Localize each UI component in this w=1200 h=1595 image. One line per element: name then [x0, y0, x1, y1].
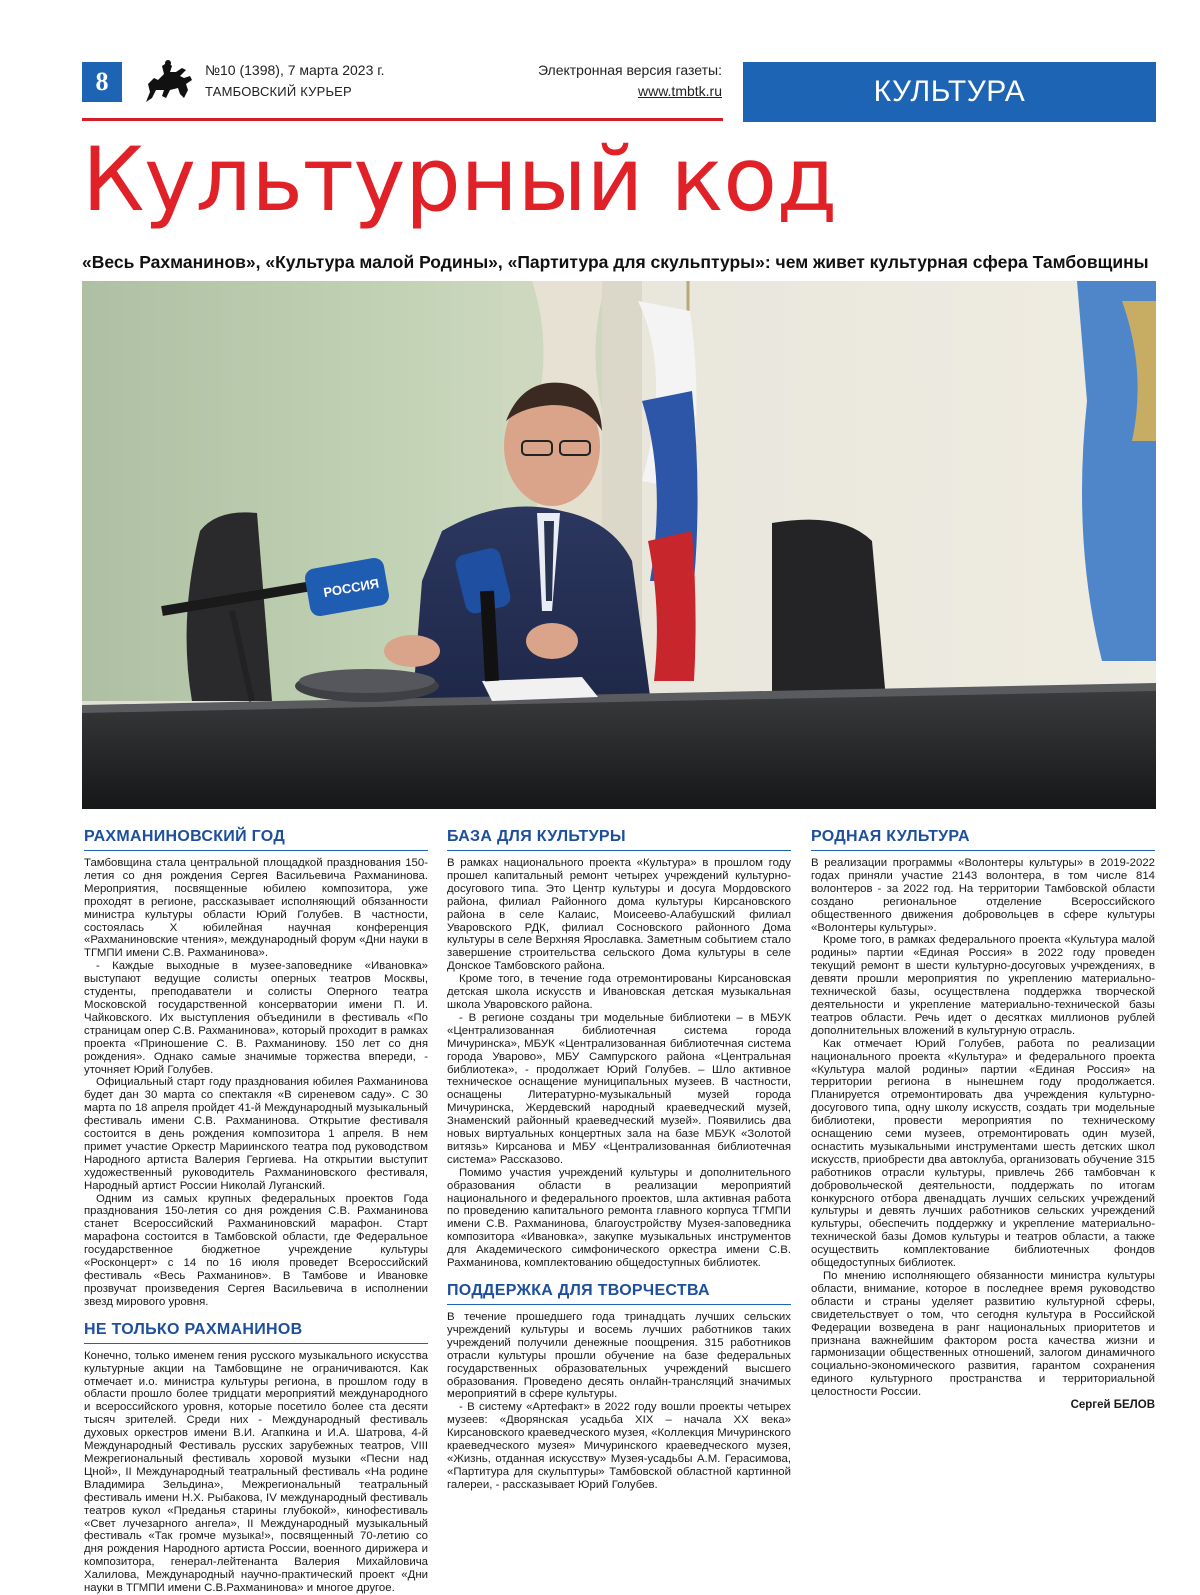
author-byline: Сергей БЕЛОВ — [1070, 1399, 1155, 1412]
article-photo — [82, 281, 1156, 809]
paragraph: В рамках национального проекта «Культура» в прошлом году прошел капитальный ремонт четырех учреждений культурно-досугового типа. Это Центр культуры и досуга Мордовского района, филиал Районного дома культуры Кирсановского района в селе Калаис, Моисеево-Алабушский филиал Уваровского РДК, филиал Сосновского районного Дома культуры в селе Верхняя Ярославка. Заметным событием стало завершение строительства сельского Дома культуры в селе Донское Тамбовского района. — [447, 857, 791, 973]
e-version-link[interactable]: www.tmbtk.ru — [637, 83, 722, 99]
section-heading-rakhmaninov-year: РАХМАНИНОВСКИЙ ГОД — [84, 826, 428, 851]
paragraph: Кроме того, в течение года отремонтированы Кирсановская детская школа искусств и Ивановская детская музыкальная школа Уваровского района. — [447, 973, 791, 1011]
paragraph: Как отмечает Юрий Голубев, работа по реализации национального проекта «Культура» и федерального проекта «Культура малой родины» партии «Единая Россия» на территории региона в нынешнем году продолжается. Планируется отремонтировать два учреждения культурно-досугового типа, одну школу искусств, создать три модельные библиотеки, провести мероприятия по техническому оснащению семи музеев, отремонтировать один музей, оснастить музыкальными инструментами шесть детских школ искусств, приобрести два автоклуба, организовать обучение 315 работников отрасли культуры, привлечь 266 тамбовчан к добровольческой деятельности, поддержать по итогам конкурсного отбора двенадцать лучших сельских учреждений культуры и девять лучших работников сельских учреждений культуры, обеспечить поддержку и укрепление материально-технической базы Домов культуры и театров области, а также осуществить комплектование библиотечных фондов общедоступных библиотек. — [811, 1037, 1155, 1270]
header-rule — [82, 118, 723, 121]
paragraph: - Каждые выходные в музее-заповеднике «Ивановка» выступают ведущие солисты оперных театров Москвы, студенты, преподаватели и солисты Оперного театра Московской государственной консерватории имени П. И. Чайковского. Их выступления объединили в фестиваль «По страницам опер С.В. Рахманинова», который проходит в рамках проекта «Приношение С. В. Рахманинову. 150 лет со дня рождения». Однако самые значимые торжества впереди, - уточняет Юрий Голубев. — [84, 960, 428, 1076]
column-2 — [447, 826, 791, 1492]
section-heading-native: РОДНАЯ КУЛЬТУРА — [811, 826, 1155, 851]
paragraph: Официальный старт году празднования юбилея Рахманинова будет дан 30 марта со спектакля «В сиреневом саду». С 30 марта по 18 апреля пройдет 41-й Международный музыкальный фестиваль имени С.В. Рахманинова. Открытие фестиваля состоится в день рождения композитора 1 апреля. В нем примет участие Оркестр Мариинского театра под руководством Народного артиста Валерия Гергиева. На открытии выступит художественный руководитель Рахманиновского фестиваля, Народный артист России Николай Луганский. — [84, 1076, 428, 1192]
column-3 — [811, 826, 1155, 1412]
mic-logo-text: РОССИЯ — [322, 575, 381, 601]
section-heading-support: ПОДДЕРЖКА ДЛЯ ТВОРЧЕСТВА — [447, 1280, 791, 1305]
section-heading-not-only: НЕ ТОЛЬКО РАХМАНИНОВ — [84, 1319, 428, 1344]
column-1 — [84, 826, 428, 1595]
paragraph: В реализации программы «Волонтеры культуры» в 2019-2022 годах приняли участие 2143 волонтера, в том числе 814 волонтеров - за 2022 год. На территории Тамбовской области создано региональное отделение Всероссийского общественного движения добровольцев в сфере культуры «Волонтеры культуры». — [811, 857, 1155, 934]
paragraph: В течение прошедшего года тринадцать лучших сельских учреждений культуры и восемь лучших работников таких учреждений получили денежные поощрения. 315 работников отрасли культуры прошли обучение на базе федеральных государственных образовательных учреждений высшего образования. Проведено десять онлайн-трансляций значимых мероприятий в сфере культуры. — [447, 1311, 791, 1401]
paper-name: ТАМБОВСКИЙ КУРЬЕР — [205, 84, 352, 99]
paragraph: - В регионе созданы три модельные библиотеки – в МБУК «Централизованная библиотечная система города Мичуринска», МБУК «Централизованная библиотечная система города Уварово», МБУ Сампурского района «Центральная библиотека», - продолжает Юрий Голубев. – Шло активное техническое оснащение муниципальных музеев. В частности, оснащены Литературно-музыкальный музей города Мичуринска, Жердевский народный краеведческий музей, Знаменский районный краеведческий музей». Появились два новых виртуальных концертных зала на базе МБУК «Золотой витязь» Кирсанова и МБУ «Централизованная библиотечная система» Рассказово. — [447, 1011, 791, 1166]
paragraph: По мнению исполняющего обязанности министра культуры области, внимание, которое в последнее время руководство области и страны уделяет развитию культурной сферы, свидетельствует о том, что сегодня культура в Российской Федерации возведена в ранг национальных приоритетов и признана важнейшим фактором роста качества жизни и гармонизации общественных отношений, залогом динамичного социально-экономического развития, гарантом сохранения единого культурного пространства и территориальной целостности России. — [811, 1270, 1155, 1399]
paragraph: Тамбовщина стала центральной площадкой празднования 150-летия со дня рождения Сергея Васильевича Рахманинова. Мероприятия, посвященные юбилею композитора, уже проходят в регионе, рассказывает исполняющий обязанности министра культуры области Юрий Голубев. В частности, состоялась X юбилейная научная конференция «Рахманиновские чтения», международный форум «Дни науки в ТГМПИ имени С.В. Рахманинова». — [84, 857, 428, 960]
subtitle: «Весь Рахманинов», «Культура малой Родины», «Партитура для скульптуры»: чем живет культурная сфера Тамбовщины — [82, 252, 1149, 272]
paragraph: Одним из самых крупных федеральных проектов Года празднования 150-летия со дня рождения С.В. Рахманинова станет Всероссийский Рахманиновский марафон. Старт марафона состоится в Тамбовской области, где Федеральное государственное бюджетное учреждение культуры «Росконцерт» с 14 по 16 июля проведет Всероссийский фестиваль «Весь Рахманинов». В Тамбове и Ивановке прозвучат произведения Сергея Васильевича в исполнении звезд мирового уровня. — [84, 1192, 428, 1308]
e-version-label: Электронная версия газеты: — [537, 62, 722, 78]
paragraph: Помимо участия учреждений культуры и дополнительного образования области в реализации мероприятий национального и федерального проектов, шла активная работа по проведению капитального ремонта главного корпуса ТГМПИ имени С.В. Рахманинова, благоустройству Музея-заповедника композитора «Ивановка», закупке музыкальных инструментов для Академического симфонического оркестра имени С.В. Рахманинова, комплектованию общедоступных библиотек. — [447, 1166, 791, 1270]
press-conference-photo — [82, 281, 1156, 809]
section-heading-base: БАЗА ДЛЯ КУЛЬТУРЫ — [447, 826, 791, 851]
page-number: 8 — [82, 62, 122, 102]
paragraph: - В систему «Артефакт» в 2022 году вошли проекты четырех музеев: «Дворянская усадьба XIX – начала XX века» Кирсановского краеведческого музея, «Коллекция Мичуринского краеведческого музея» Мичуринского краеведческого музея, «Жизнь, отданная искусству» Музея-усадьбы А.М. Герасимова, «Партитура для скульптуры» Тамбовской областной картинной галереи, - рассказывает Юрий Голубев. — [447, 1401, 791, 1491]
paragraph: Конечно, только именем гения русского музыкального искусства культурные акции на Тамбовщине не ограничиваются. Как отмечает и.о. министра культуры региона, в прошлом году в области прошло более тридцати мероприятий международного и всероссийского уровня, которые посетило более ста десяти тысяч зрителей. Среди них - Международный фестиваль духовых оркестров имени В.И. Агапкина и И.А. Шатрова, 4-й Международный Фестиваль русских зарубежных театров, VIII Межрегиональный фестиваль хоровой музыки «Песни над Цной», II Международный театральный фестиваль «На родине Владимира Зельдина», Межрегиональный театральный фестиваль имени Н.Х. Рыбакова, IV международный фестиваль театров кукол «Преданья старины глубокой», кинофестиваль «Свет лучезарного ангела», II Международный музыкальный фестиваль «Так громче музыка!», посвященный 70-летию со дня рождения Народного артиста России, военного дирижера и композитора, генерал-лейтенанта Валерия Михайловича Халилова, Международный научно-практический проект «Дни науки в ТГМПИ имени С.В.Рахманинова» и многое другое. — [84, 1349, 428, 1595]
issue-info: №10 (1398), 7 марта 2023 г. — [205, 62, 385, 78]
horse-rider-icon — [140, 58, 196, 106]
headline: Культурный код — [82, 128, 837, 231]
paragraph: Кроме того, в рамках федерального проекта «Культура малой родины» партии «Единая Россия» в 2022 году проведен текущий ремонт в шести культурно-досуговых учреждениях, в девяти прошли мероприятия по укреплению материально-технической базы, осуществлена поддержка творческой деятельности и укрепление материально-технической базы театров области. Речь идет о десятках миллионов рублей дополнительных вложений в культурную отрасль. — [811, 934, 1155, 1037]
section-banner: КУЛЬТУРА — [743, 62, 1156, 122]
